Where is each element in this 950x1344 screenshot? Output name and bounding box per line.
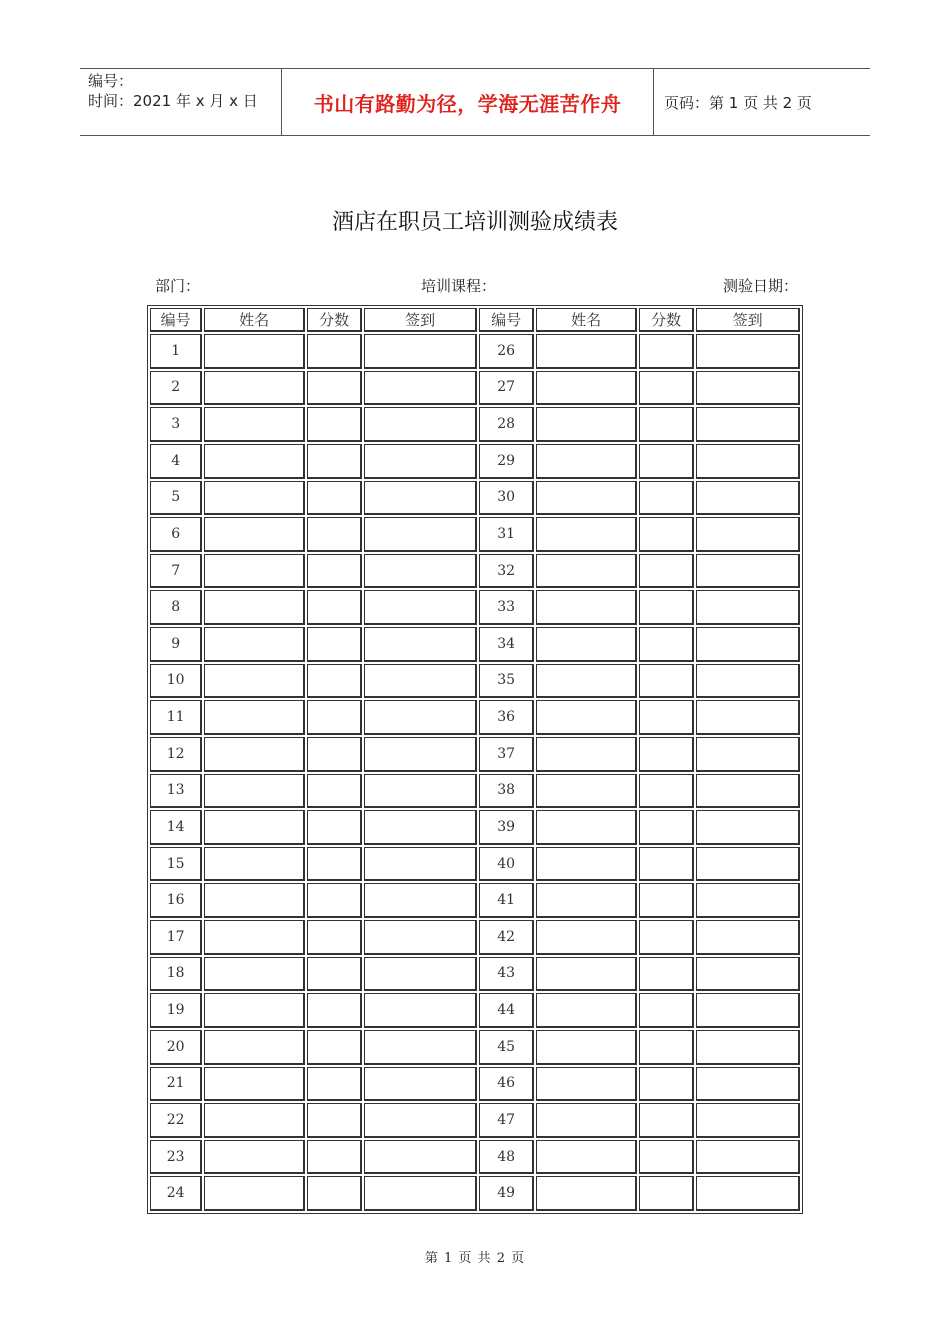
row-number-cell: 46 bbox=[479, 1067, 534, 1102]
name-cell[interactable] bbox=[204, 737, 305, 772]
row-number-cell: 2 bbox=[150, 371, 202, 406]
score-cell[interactable] bbox=[307, 334, 362, 369]
score-cell[interactable] bbox=[639, 627, 694, 662]
header-cell: 分数 bbox=[307, 308, 362, 332]
row-number-cell: 45 bbox=[479, 1030, 534, 1065]
table-row bbox=[150, 700, 800, 735]
row-number-cell: 22 bbox=[150, 1103, 202, 1138]
table-row bbox=[150, 627, 800, 662]
signature-cell[interactable] bbox=[696, 334, 800, 369]
header-cell: 分数 bbox=[639, 308, 694, 332]
signature-cell[interactable] bbox=[364, 810, 477, 845]
name-cell[interactable] bbox=[536, 957, 637, 992]
table-row bbox=[150, 554, 800, 589]
row-number-cell: 20 bbox=[150, 1030, 202, 1065]
row-number-cell: 4 bbox=[150, 444, 202, 479]
signature-cell[interactable] bbox=[696, 957, 800, 992]
row-number-cell: 23 bbox=[150, 1140, 202, 1175]
table-row bbox=[150, 1103, 800, 1138]
signature-cell[interactable] bbox=[696, 920, 800, 955]
row-number-cell: 8 bbox=[150, 590, 202, 625]
score-cell[interactable] bbox=[307, 1103, 362, 1138]
row-number-cell: 14 bbox=[150, 810, 202, 845]
signature-cell[interactable] bbox=[696, 371, 800, 406]
name-cell[interactable] bbox=[204, 847, 305, 882]
signature-cell[interactable] bbox=[696, 810, 800, 845]
signature-cell[interactable] bbox=[364, 993, 477, 1028]
signature-cell[interactable] bbox=[364, 554, 477, 589]
score-cell[interactable] bbox=[639, 1176, 694, 1211]
name-cell[interactable] bbox=[536, 1030, 637, 1065]
name-cell[interactable] bbox=[204, 554, 305, 589]
score-cell[interactable] bbox=[639, 993, 694, 1028]
table-row bbox=[150, 883, 800, 918]
row-number-cell: 34 bbox=[479, 627, 534, 662]
score-cell[interactable] bbox=[639, 334, 694, 369]
row-number-cell: 31 bbox=[479, 517, 534, 552]
row-number-cell: 24 bbox=[150, 1176, 202, 1211]
name-cell[interactable] bbox=[536, 517, 637, 552]
score-cell[interactable] bbox=[307, 664, 362, 699]
row-number-cell: 33 bbox=[479, 590, 534, 625]
department-label: 部门： bbox=[155, 277, 201, 295]
header-cell: 姓名 bbox=[204, 308, 305, 332]
score-cell[interactable] bbox=[639, 1140, 694, 1175]
score-cell[interactable] bbox=[307, 993, 362, 1028]
table-row bbox=[150, 517, 800, 552]
signature-cell[interactable] bbox=[696, 554, 800, 589]
signature-cell[interactable] bbox=[696, 1067, 800, 1102]
time-label: 时间：2021 年 x 月 x 日 bbox=[88, 92, 258, 110]
table-row bbox=[150, 810, 800, 845]
page-footer: 第 1 页 共 2 页 bbox=[424, 1251, 526, 1266]
page-header bbox=[80, 68, 870, 136]
table-row bbox=[150, 1030, 800, 1065]
signature-cell[interactable] bbox=[696, 444, 800, 479]
row-number-cell: 16 bbox=[150, 883, 202, 918]
signature-cell[interactable] bbox=[364, 481, 477, 516]
name-cell[interactable] bbox=[204, 883, 305, 918]
table-row bbox=[150, 993, 800, 1028]
row-number-cell: 11 bbox=[150, 700, 202, 735]
row-number-cell: 35 bbox=[479, 664, 534, 699]
row-number-cell: 39 bbox=[479, 810, 534, 845]
name-cell[interactable] bbox=[204, 957, 305, 992]
score-cell[interactable] bbox=[307, 883, 362, 918]
date-label: 测验日期： bbox=[723, 277, 799, 295]
name-cell[interactable] bbox=[536, 737, 637, 772]
name-cell[interactable] bbox=[536, 700, 637, 735]
row-number-cell: 15 bbox=[150, 847, 202, 882]
score-cell[interactable] bbox=[307, 810, 362, 845]
row-number-cell: 5 bbox=[150, 481, 202, 516]
score-cell[interactable] bbox=[639, 481, 694, 516]
name-cell[interactable] bbox=[536, 1140, 637, 1175]
score-cell[interactable] bbox=[307, 847, 362, 882]
header-cell: 编号 bbox=[479, 308, 534, 332]
signature-cell[interactable] bbox=[696, 1176, 800, 1211]
score-cell[interactable] bbox=[639, 1103, 694, 1138]
row-number-cell: 30 bbox=[479, 481, 534, 516]
row-number-cell: 29 bbox=[479, 444, 534, 479]
name-cell[interactable] bbox=[204, 810, 305, 845]
signature-cell[interactable] bbox=[364, 407, 477, 442]
signature-cell[interactable] bbox=[364, 774, 477, 809]
score-cell[interactable] bbox=[639, 774, 694, 809]
row-number-cell: 42 bbox=[479, 920, 534, 955]
signature-cell[interactable] bbox=[696, 700, 800, 735]
row-number-cell: 40 bbox=[479, 847, 534, 882]
header-motto: 书山有路勤为径，学海无涯苦作舟 bbox=[282, 69, 654, 135]
score-cell[interactable] bbox=[639, 371, 694, 406]
table-row bbox=[150, 774, 800, 809]
row-number-cell: 9 bbox=[150, 627, 202, 662]
row-number-cell: 44 bbox=[479, 993, 534, 1028]
score-cell[interactable] bbox=[307, 920, 362, 955]
number-label: 编号： bbox=[88, 72, 134, 90]
name-cell[interactable] bbox=[536, 1067, 637, 1102]
row-number-cell: 3 bbox=[150, 407, 202, 442]
name-cell[interactable] bbox=[536, 481, 637, 516]
score-cell[interactable] bbox=[639, 920, 694, 955]
score-cell[interactable] bbox=[307, 590, 362, 625]
score-cell[interactable] bbox=[639, 444, 694, 479]
signature-cell[interactable] bbox=[364, 883, 477, 918]
name-cell[interactable] bbox=[536, 883, 637, 918]
score-cell[interactable] bbox=[639, 590, 694, 625]
score-table bbox=[147, 305, 803, 1214]
signature-cell[interactable] bbox=[364, 334, 477, 369]
signature-cell[interactable] bbox=[696, 1030, 800, 1065]
signature-cell[interactable] bbox=[696, 737, 800, 772]
signature-cell[interactable] bbox=[696, 883, 800, 918]
name-cell[interactable] bbox=[536, 371, 637, 406]
row-number-cell: 13 bbox=[150, 774, 202, 809]
row-number-cell: 12 bbox=[150, 737, 202, 772]
signature-cell[interactable] bbox=[364, 1103, 477, 1138]
signature-cell[interactable] bbox=[364, 847, 477, 882]
signature-cell[interactable] bbox=[364, 627, 477, 662]
document-title: 酒店在职员工培训测验成绩表 bbox=[331, 210, 618, 235]
row-number-cell: 37 bbox=[479, 737, 534, 772]
table-row bbox=[150, 407, 800, 442]
table-row bbox=[150, 1176, 800, 1211]
course-label: 培训课程： bbox=[421, 277, 497, 295]
signature-cell[interactable] bbox=[364, 1140, 477, 1175]
name-cell[interactable] bbox=[204, 371, 305, 406]
name-cell[interactable] bbox=[536, 993, 637, 1028]
signature-cell[interactable] bbox=[364, 444, 477, 479]
header-cell: 签到 bbox=[364, 308, 477, 332]
name-cell[interactable] bbox=[536, 444, 637, 479]
signature-cell[interactable] bbox=[696, 774, 800, 809]
score-cell[interactable] bbox=[307, 700, 362, 735]
table-row bbox=[150, 1067, 800, 1102]
score-cell[interactable] bbox=[639, 957, 694, 992]
row-number-cell: 32 bbox=[479, 554, 534, 589]
signature-cell[interactable] bbox=[364, 664, 477, 699]
row-number-cell: 47 bbox=[479, 1103, 534, 1138]
score-cell[interactable] bbox=[307, 737, 362, 772]
header-page-label: 页码：第 1 页 共 2 页 bbox=[664, 93, 812, 112]
table-row bbox=[150, 590, 800, 625]
table-row bbox=[150, 847, 800, 882]
score-cell[interactable] bbox=[639, 737, 694, 772]
name-cell[interactable] bbox=[536, 847, 637, 882]
name-cell[interactable] bbox=[204, 1030, 305, 1065]
score-cell[interactable] bbox=[307, 1030, 362, 1065]
signature-cell[interactable] bbox=[364, 737, 477, 772]
score-cell[interactable] bbox=[307, 774, 362, 809]
name-cell[interactable] bbox=[536, 407, 637, 442]
name-cell[interactable] bbox=[536, 1176, 637, 1211]
score-cell[interactable] bbox=[307, 554, 362, 589]
name-cell[interactable] bbox=[204, 1103, 305, 1138]
score-cell[interactable] bbox=[639, 883, 694, 918]
name-cell[interactable] bbox=[204, 481, 305, 516]
signature-cell[interactable] bbox=[696, 664, 800, 699]
name-cell[interactable] bbox=[204, 627, 305, 662]
signature-cell[interactable] bbox=[696, 627, 800, 662]
name-cell[interactable] bbox=[204, 1176, 305, 1211]
name-cell[interactable] bbox=[204, 517, 305, 552]
signature-cell[interactable] bbox=[696, 517, 800, 552]
row-number-cell: 38 bbox=[479, 774, 534, 809]
score-cell[interactable] bbox=[639, 407, 694, 442]
signature-cell[interactable] bbox=[364, 590, 477, 625]
score-cell[interactable] bbox=[307, 517, 362, 552]
row-number-cell: 41 bbox=[479, 883, 534, 918]
row-number-cell: 28 bbox=[479, 407, 534, 442]
row-number-cell: 27 bbox=[479, 371, 534, 406]
table-row bbox=[150, 920, 800, 955]
signature-cell[interactable] bbox=[696, 1103, 800, 1138]
signature-cell[interactable] bbox=[696, 847, 800, 882]
header-cell: 编号 bbox=[150, 308, 202, 332]
header-cell: 姓名 bbox=[536, 308, 637, 332]
score-cell[interactable] bbox=[639, 1067, 694, 1102]
score-cell[interactable] bbox=[639, 554, 694, 589]
header-info bbox=[80, 69, 282, 135]
signature-cell[interactable] bbox=[696, 590, 800, 625]
row-number-cell: 18 bbox=[150, 957, 202, 992]
score-cell[interactable] bbox=[639, 700, 694, 735]
name-cell[interactable] bbox=[536, 334, 637, 369]
score-cell[interactable] bbox=[307, 444, 362, 479]
row-number-cell: 43 bbox=[479, 957, 534, 992]
signature-cell[interactable] bbox=[364, 1067, 477, 1102]
name-cell[interactable] bbox=[204, 407, 305, 442]
signature-cell[interactable] bbox=[696, 1140, 800, 1175]
table-row bbox=[150, 664, 800, 699]
signature-cell[interactable] bbox=[364, 371, 477, 406]
signature-cell[interactable] bbox=[364, 957, 477, 992]
name-cell[interactable] bbox=[204, 1067, 305, 1102]
table-row bbox=[150, 957, 800, 992]
name-cell[interactable] bbox=[204, 1140, 305, 1175]
name-cell[interactable] bbox=[536, 554, 637, 589]
header-cell: 签到 bbox=[696, 308, 800, 332]
score-cell[interactable] bbox=[307, 957, 362, 992]
name-cell[interactable] bbox=[536, 590, 637, 625]
name-cell[interactable] bbox=[536, 664, 637, 699]
table-header-row bbox=[150, 308, 800, 332]
signature-cell[interactable] bbox=[364, 920, 477, 955]
score-cell[interactable] bbox=[307, 407, 362, 442]
table-body bbox=[150, 334, 800, 1211]
table-row bbox=[150, 1140, 800, 1175]
score-cell[interactable] bbox=[639, 847, 694, 882]
name-cell[interactable] bbox=[536, 1103, 637, 1138]
score-cell[interactable] bbox=[639, 1030, 694, 1065]
name-cell[interactable] bbox=[204, 993, 305, 1028]
score-cell[interactable] bbox=[307, 371, 362, 406]
table-row bbox=[150, 334, 800, 369]
name-cell[interactable] bbox=[204, 444, 305, 479]
signature-cell[interactable] bbox=[364, 517, 477, 552]
table-row bbox=[150, 444, 800, 479]
name-cell[interactable] bbox=[536, 774, 637, 809]
row-number-cell: 7 bbox=[150, 554, 202, 589]
score-cell[interactable] bbox=[307, 1176, 362, 1211]
name-cell[interactable] bbox=[204, 700, 305, 735]
score-cell[interactable] bbox=[307, 1067, 362, 1102]
name-cell[interactable] bbox=[204, 920, 305, 955]
name-cell[interactable] bbox=[204, 664, 305, 699]
name-cell[interactable] bbox=[204, 590, 305, 625]
signature-cell[interactable] bbox=[696, 993, 800, 1028]
row-number-cell: 49 bbox=[479, 1176, 534, 1211]
name-cell[interactable] bbox=[536, 920, 637, 955]
score-cell[interactable] bbox=[639, 517, 694, 552]
name-cell[interactable] bbox=[536, 627, 637, 662]
name-cell[interactable] bbox=[536, 810, 637, 845]
row-number-cell: 19 bbox=[150, 993, 202, 1028]
row-number-cell: 10 bbox=[150, 664, 202, 699]
score-cell[interactable] bbox=[639, 810, 694, 845]
name-cell[interactable] bbox=[204, 774, 305, 809]
row-number-cell: 17 bbox=[150, 920, 202, 955]
signature-cell[interactable] bbox=[364, 700, 477, 735]
row-number-cell: 48 bbox=[479, 1140, 534, 1175]
row-number-cell: 21 bbox=[150, 1067, 202, 1102]
table-row bbox=[150, 371, 800, 406]
name-cell[interactable] bbox=[204, 334, 305, 369]
row-number-cell: 6 bbox=[150, 517, 202, 552]
signature-cell[interactable] bbox=[696, 407, 800, 442]
score-cell[interactable] bbox=[639, 664, 694, 699]
row-number-cell: 26 bbox=[479, 334, 534, 369]
row-number-cell: 1 bbox=[150, 334, 202, 369]
table-row bbox=[150, 481, 800, 516]
table-row bbox=[150, 737, 800, 772]
row-number-cell: 36 bbox=[479, 700, 534, 735]
signature-cell[interactable] bbox=[364, 1176, 477, 1211]
signature-cell[interactable] bbox=[696, 481, 800, 516]
score-cell[interactable] bbox=[307, 627, 362, 662]
score-cell[interactable] bbox=[307, 1140, 362, 1175]
signature-cell[interactable] bbox=[364, 1030, 477, 1065]
score-cell[interactable] bbox=[307, 481, 362, 516]
